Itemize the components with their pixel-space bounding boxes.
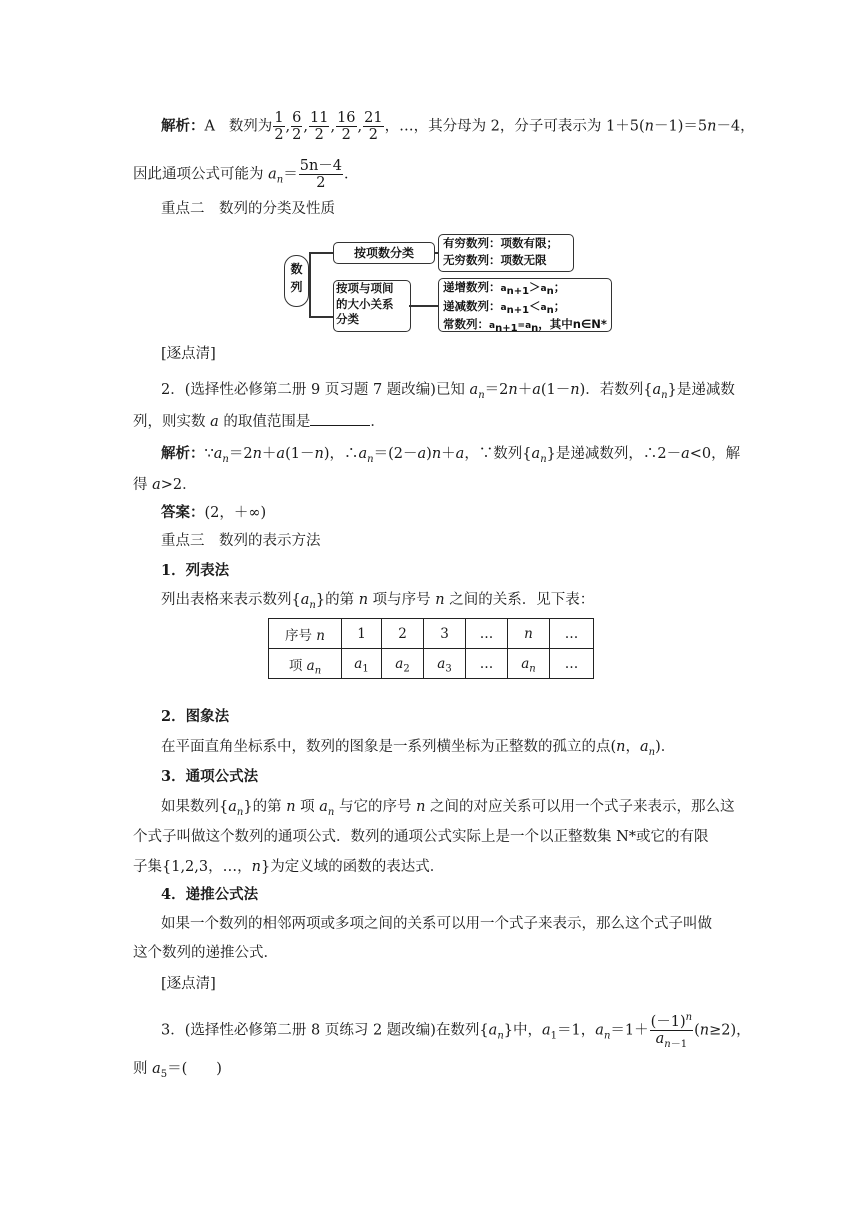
classification-diagram [282,232,612,332]
fraction: $\frac{21}{2}$ [364,110,383,143]
subsection-title: 3．通项公式法 [161,768,259,785]
table-cell: 项 $a_n$ [269,649,342,679]
answer-blank [310,411,370,426]
table-cell: $a_2$ [382,649,424,679]
fraction: $\frac{5n-4}{2}$ [299,158,343,191]
answer-label: 答案： [161,504,205,521]
table-row [269,619,594,649]
table-cell: … [466,619,508,649]
text: 因此通项公式可能为 [133,166,269,183]
table-cell: 2 [382,619,424,649]
tag-point-check: [逐点清] [161,976,216,992]
text: －1)＝5 [653,118,708,135]
table-cell: … [550,649,594,679]
answer-value: (2，＋∞) [204,505,267,521]
text: 数列为 [228,118,273,135]
table-cell: $a_3$ [424,649,466,679]
diagram-leaf-by-size: 递增数列：$a_{n+1}>a_n$； 递减数列：$a_{n+1}<a_n$； 常数列：$a_{n+1}=a_n$，其中n∈N* [438,278,612,332]
solution-label: 解析： [161,117,205,135]
subsection-text: 如果一个数列的相邻两项或多项之间的关系可以用一个式子来表示，那么这个式子叫做 [161,916,712,932]
table-cell: n [508,619,550,649]
table-cell: 3 [424,619,466,649]
diagram-leaf-by-count: 有穷数列：项数有限； 无穷数列：项数无限 [438,234,574,272]
question-2: 2．(选择性必修第二册 9 页习题 7 题改编)已知 $a_n=2n+a(1-n)$．若数列$\{a_n\}$是递减数 [161,382,735,401]
question-number: 3． [161,1022,185,1039]
question-source: (选择性必修第二册 9 页习题 7 题改编) [184,382,436,398]
question-2-cont: 列，则实数 a 的取值范围是 ． [133,411,385,433]
subsection-text: 子集{1,2,3，…，n}为定义域的函数的表达式． [133,859,445,875]
question-3-cont: 则 $a_5=$( ) [133,1061,222,1080]
table-cell: … [550,619,594,649]
subsection-text: 个式子叫做这个数列的通项公式．数列的通项公式实际上是一个以正整数集 N*或它的有限 [133,829,709,845]
table-cell: $a_n$ [508,649,550,679]
tag-point-check: [逐点清] [161,346,216,362]
diagram-node-by-count: 按项数分类 [333,242,435,264]
subsection-title: 1．列表法 [161,562,230,579]
solution-paragraph: 解析：A 数列为 $\frac{1}{2}$ , $\frac{6}{2}$ , $\frac{11}{2}$ , $\frac{16}{2}$ , $\frac{21}{2}$ ，…，其分母为 2，分子可表示为 1＋5(n－1)＝5n－4， [161,110,755,143]
question-3: 3．(选择性必修第二册 8 页练习 2 题改编)在数列$\{a_n\}$中，$a_1=1$，$a_n=1+$ $\frac{(-1)^n}{a_{n-1}}$ (n≥2)， [161,1012,751,1050]
solution-paragraph-cont: 因此通项公式可能为 $a_n=$ $\frac{5n-4}{2}$ ． [133,158,359,191]
question-number: 2． [161,382,185,398]
table-cell: $a_1$ [342,649,382,679]
fraction: $\frac{(-1)^n}{a_{n-1}}$ [650,1012,693,1050]
solution-2: 解析：$\because a_n=2n+a(1-n)$，$\therefore a_n=(2-a)n+a$，∵数列$\{a_n\}$是递减数列，∴2－a<0，解 [161,445,741,465]
fraction: $\frac{1}{2}$ [274,110,284,143]
subsection-title: 4．递推公式法 [161,886,259,903]
diagram-node-by-size: 按项与项间 的大小关系 分类 [333,280,411,332]
subsection-title: 2．图象法 [161,708,230,725]
subsection-text: 如果数列$\{a_n\}$的第 n 项 $a_n$ 与它的序号 n 之间的对应关系可以用一个式子来表示，那么这 [161,799,735,818]
answer-2 [161,502,266,524]
fraction: $\frac{6}{2}$ [292,110,302,143]
section-heading: 重点三 数列的表示方法 [161,533,321,549]
subsection-text: 列出表格来表示数列$\{a_n\}$的第 n 项与序号 n 之间的关系．见下表： [161,592,595,611]
table-row [269,649,594,679]
sequence-table [268,618,594,679]
section-heading: 重点二 数列的分类及性质 [161,201,335,217]
subsection-text: 在平面直角坐标系中，数列的图象是一系列横坐标为正整数的孤立的点(n，$a_n$)． [161,739,676,758]
question-source: (选择性必修第二册 8 页练习 2 题改编) [184,1022,436,1039]
table-cell: … [466,649,508,679]
diagram-root: 数列 [284,255,309,307]
solution-label: 解析： [161,445,205,462]
text: ，…，其分母为 2，分子可表示为 1＋5( [384,118,645,135]
table-cell: 序号 n [269,619,342,649]
text: －4， [716,118,755,135]
fraction: $\frac{11}{2}$ [310,110,329,143]
table-cell: 1 [342,619,382,649]
subsection-text: 这个数列的递推公式． [133,945,278,961]
solution-2-cont: 得 a>2． [133,477,197,493]
fraction: $\frac{16}{2}$ [337,110,356,143]
answer-choice: A [204,118,215,135]
